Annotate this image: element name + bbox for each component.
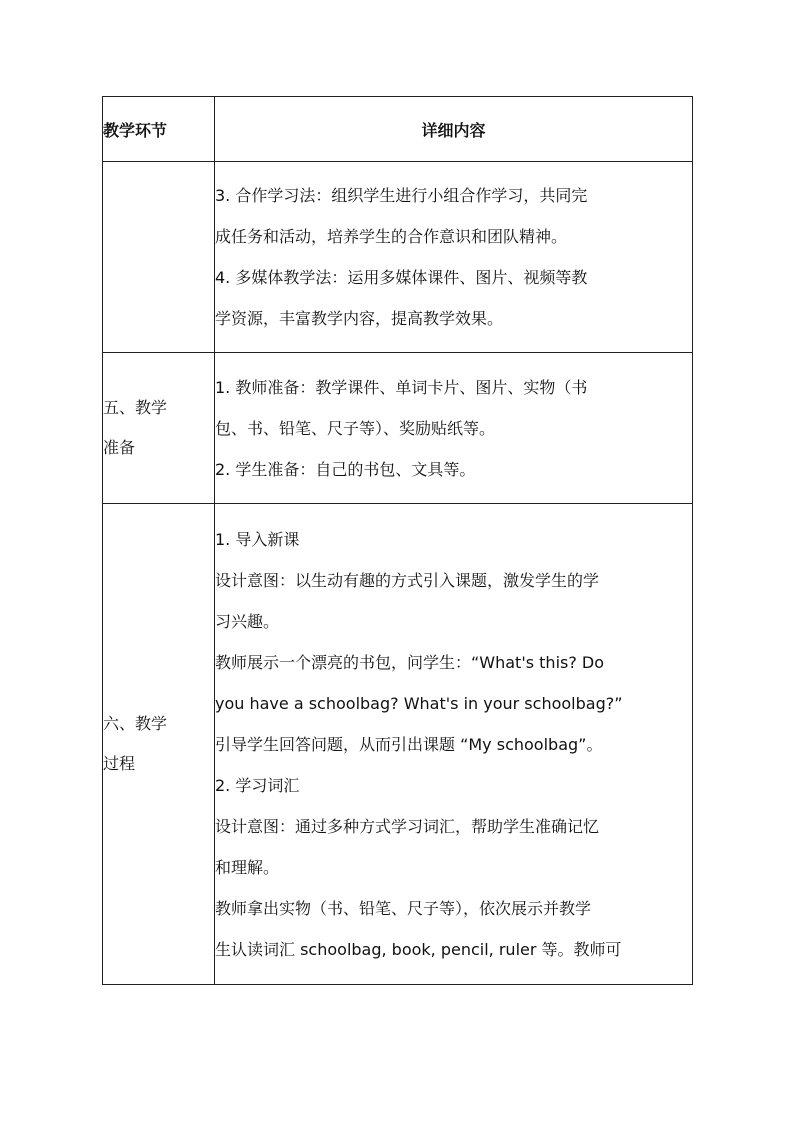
header-stage: 教学环节 [103,97,215,162]
content-line: 4. 多媒体教学法：运用多媒体课件、图片、视频等教 [215,268,588,287]
table-row [103,504,693,985]
content-line: 引导学生回答问题，从而引出课题 “My schoolbag”。 [215,734,603,754]
content-line: 设计意图：以生动有趣的方式引入课题，激发学生的学 [215,570,600,590]
stage-cell [103,162,215,353]
content-line: 2. 学习词汇 [215,775,300,795]
content-line: 习兴趣。 [215,611,280,631]
stage-line: 六、教学 [103,714,168,733]
content-cell [215,504,693,985]
content-line: 教师拿出实物（书、铅笔、尺子等），依次展示并教学 [215,898,592,918]
stage-cell [103,353,215,504]
content-line: 包、书、铅笔、尺子等）、奖励贴纸等。 [215,418,496,438]
content-cell [215,353,693,504]
content-line: 设计意图：通过多种方式学习词汇，帮助学生准确记忆 [215,816,600,836]
header-row [103,97,693,162]
table-row [103,353,693,504]
content-line: 学资源，丰富教学内容，提高教学效果。 [215,309,504,328]
content-line: 和理解。 [215,857,280,877]
header-content: 详细内容 [215,97,693,162]
stage-line: 过程 [103,754,136,773]
lesson-plan-table [102,96,693,985]
content-line: 生认读词汇 schoolbag, book, pencil, ruler 等。教师可 [215,939,622,959]
table-row [103,162,693,353]
content-line: 教师展示一个漂亮的书包，问学生：“What's this? Do [215,652,605,672]
content-line: 成任务和活动，培养学生的合作意识和团队精神。 [215,227,568,246]
content-line: 1. 导入新课 [215,529,300,549]
content-line: you have a schoolbag? What's in your schoolbag?” [215,693,623,713]
content-cell [215,162,693,353]
content-line: 3. 合作学习法：组织学生进行小组合作学习，共同完 [215,186,588,205]
content-line: 2. 学生准备：自己的书包、文具等。 [215,459,476,479]
stage-cell [103,504,215,985]
stage-line: 五、教学 [103,398,168,417]
content-line: 1. 教师准备：教学课件、单词卡片、图片、实物（书 [215,377,588,397]
stage-line: 准备 [103,438,136,457]
